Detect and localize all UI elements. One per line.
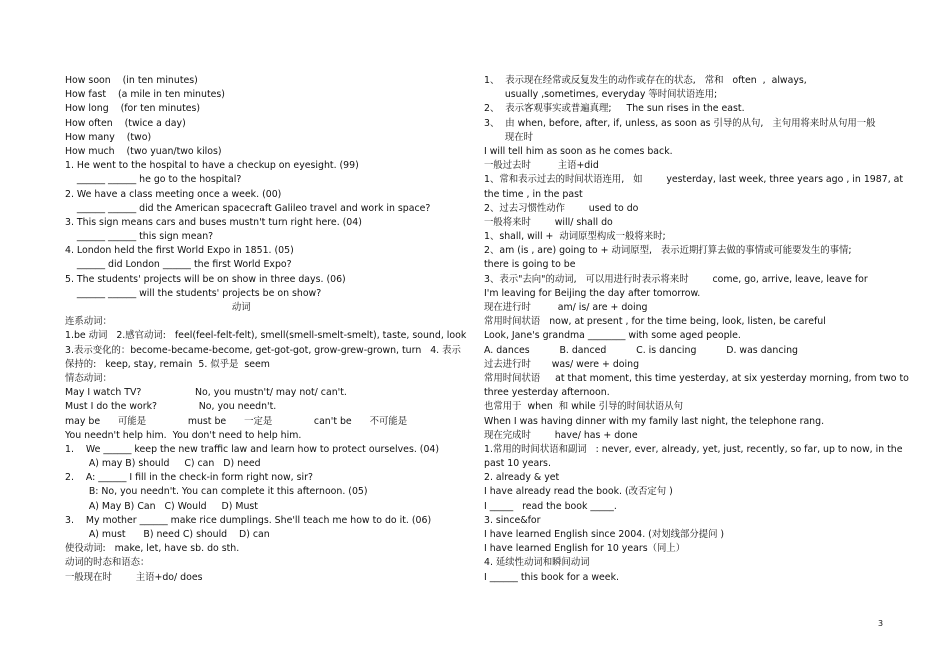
text-line: 动词的时态和语态： <box>65 557 150 569</box>
text-line: I have already read the book. (改否定句 ) <box>484 486 673 498</box>
text-line: 常用时间状语 now, at present , for the time being, look, listen, be careful <box>484 316 826 328</box>
text-line: 2、am (is , are) going to + 动词原型, 表示近期打算去做的事情或可能要发生的事情; <box>484 245 852 257</box>
right-column <box>484 74 909 585</box>
text-line: 1. We ______ keep the new traffic law and learn how to protect ourselves. (04) <box>65 443 440 455</box>
text-line: 3、表示"去向"的动词, 可以用进行时表示将来时 come, go, arrive, leave, leave for <box>484 273 868 285</box>
text-line: ______ ______ did the American spacecraft Galileo travel and work in space? <box>65 202 431 214</box>
text-line: I'm leaving for Beijing the day after tomorrow. <box>484 287 701 299</box>
text-line: 过去进行时 was/ were + doing <box>484 358 640 370</box>
text-line: May I watch TV? No, you mustn't/ may not/ can't. <box>65 387 347 399</box>
text-line: 3. since&for <box>484 514 541 526</box>
text-line: 2. We have a class meeting once a week. (00) <box>65 188 282 200</box>
text-line: 连系动词： <box>65 316 112 328</box>
text-line: past 10 years. <box>484 458 551 470</box>
text-line: 3.表示变化的：become-became-become, get-got-got, grow-grew-grown, turn 4. 表示 <box>65 344 461 356</box>
text-line: A) may B) should C) can D) need <box>65 458 261 470</box>
text-line: 一般将来时 will/ shall do <box>484 216 613 228</box>
text-line: How long (for ten minutes) <box>65 103 201 115</box>
text-line: 1.be 动词 2.感官动词: feel(feel-felt-felt), smell(smell-smelt-smelt), taste, sound, look <box>65 330 467 342</box>
text-line: 常用时间状语 at that moment, this time yesterday, at six yesterday morning, from two to <box>484 372 909 384</box>
text-line: A) must B) need C) should D) can <box>65 529 270 540</box>
left-column <box>65 74 465 585</box>
text-line: I have learned English since 2004. (对划线部分提问 ) <box>484 529 725 540</box>
text-line: How much (two yuan/two kilos) <box>65 145 222 157</box>
text-line: 现在进行时 am/ is/ are + doing <box>484 302 648 313</box>
text-line: 1、 表示现在经常或反复发生的动作或存在的状态, 常和 often , always, <box>484 75 807 86</box>
text-line: How often (twice a day) <box>65 117 186 129</box>
text-line: 3. This sign means cars and buses mustn't turn right here. (04) <box>65 216 362 228</box>
text-line: How soon (in ten minutes) <box>65 75 198 86</box>
page-number: 3 <box>878 619 884 628</box>
text-line: 现在完成时 have/ has + done <box>484 429 638 441</box>
text-line: ______ did London ______ the first World Expo? <box>65 259 292 271</box>
text-line: I have learned English for 10 years（同上） <box>484 543 686 555</box>
text-line: 保持的: keep, stay, remain 5. 似乎是 seem <box>65 358 270 370</box>
text-line: may be 可能是 must be 一定是 can't be 不可能是 <box>65 415 408 427</box>
text-line: You needn't help him. You don't need to help him. <box>65 429 302 441</box>
text-line: 1.常用的时间状语和副词 : never, ever, already, yet, just, recently, so far, up to now, in the <box>484 443 903 455</box>
text-line: 1、shall, will + 动词原型构成一般将来时; <box>484 231 666 243</box>
text-line: 2. A: ______ I fill in the check-in form right now, sir? <box>65 472 313 484</box>
text-line: 现在时 <box>484 131 533 143</box>
text-line: When I was having dinner with my family last night, the telephone rang. <box>484 415 825 427</box>
text-line: 动词 <box>65 302 251 313</box>
text-line: ______ ______ this sign mean? <box>65 231 214 243</box>
text-line: B: No, you needn't. You can complete it this afternoon. (05) <box>65 486 368 498</box>
text-line: 使役动词: make, let, have sb. do sth. <box>65 543 240 555</box>
text-line: ______ ______ will the students' projects be on show? <box>65 287 322 299</box>
text-line: I ______ this book for a week. <box>484 571 619 583</box>
text-line: 4. 延续性动词和瞬间动词 <box>484 557 590 569</box>
text-line: A. dances B. danced C. is dancing D. was dancing <box>484 344 798 356</box>
text-line: I _____ read the book _____. <box>484 500 617 512</box>
text-line: A) May B) Can C) Would D) Must <box>65 500 258 512</box>
text-line: there is going to be <box>484 259 576 271</box>
text-line: three yesterday afternoon. <box>484 387 610 399</box>
text-line: I will tell him as soon as he comes back. <box>484 145 673 157</box>
text-line: 2. already & yet <box>484 472 560 484</box>
text-line: the time , in the past <box>484 188 583 200</box>
text-line: ______ ______ he go to the hospital? <box>65 174 242 186</box>
text-line: 3. My mother ______ make rice dumplings. She'll teach me how to do it. (06) <box>65 514 432 526</box>
text-line: usually ,sometimes, everyday 等时间状语连用; <box>484 89 718 101</box>
text-line: 3、 由 when, before, after, if, unless, as soon as 引导的从句, 主句用将来时从句用一般 <box>484 117 876 129</box>
text-line: 1、常和表示过去的时间状语连用, 如 yesterday, last week, three years ago , in 1987, at <box>484 174 904 186</box>
text-line: 情态动词： <box>65 372 112 384</box>
text-line: 1. He went to the hospital to have a checkup on eyesight. (99) <box>65 160 359 172</box>
text-line: 一般现在时 主语+do/ does <box>65 571 203 583</box>
text-line: Look, Jane's grandma ________ with some aged people. <box>484 330 741 342</box>
text-line: How many (two) <box>65 131 152 143</box>
text-line: 5. The students' projects will be on show in three days. (06) <box>65 273 346 285</box>
text-line: Must I do the work? No, you needn't. <box>65 401 277 413</box>
text-line: 一般过去时 主语+did <box>484 160 599 172</box>
text-line: 4. London held the first World Expo in 1851. (05) <box>65 245 294 257</box>
text-line: 2、过去习惯性动作 used to do <box>484 202 639 214</box>
text-line: 也常用于 when 和 while 引导的时间状语从句 <box>484 401 684 413</box>
text-line: How fast (a mile in ten minutes) <box>65 89 225 101</box>
text-line: 2、 表示客观事实或普遍真理; The sun rises in the east. <box>484 103 745 115</box>
